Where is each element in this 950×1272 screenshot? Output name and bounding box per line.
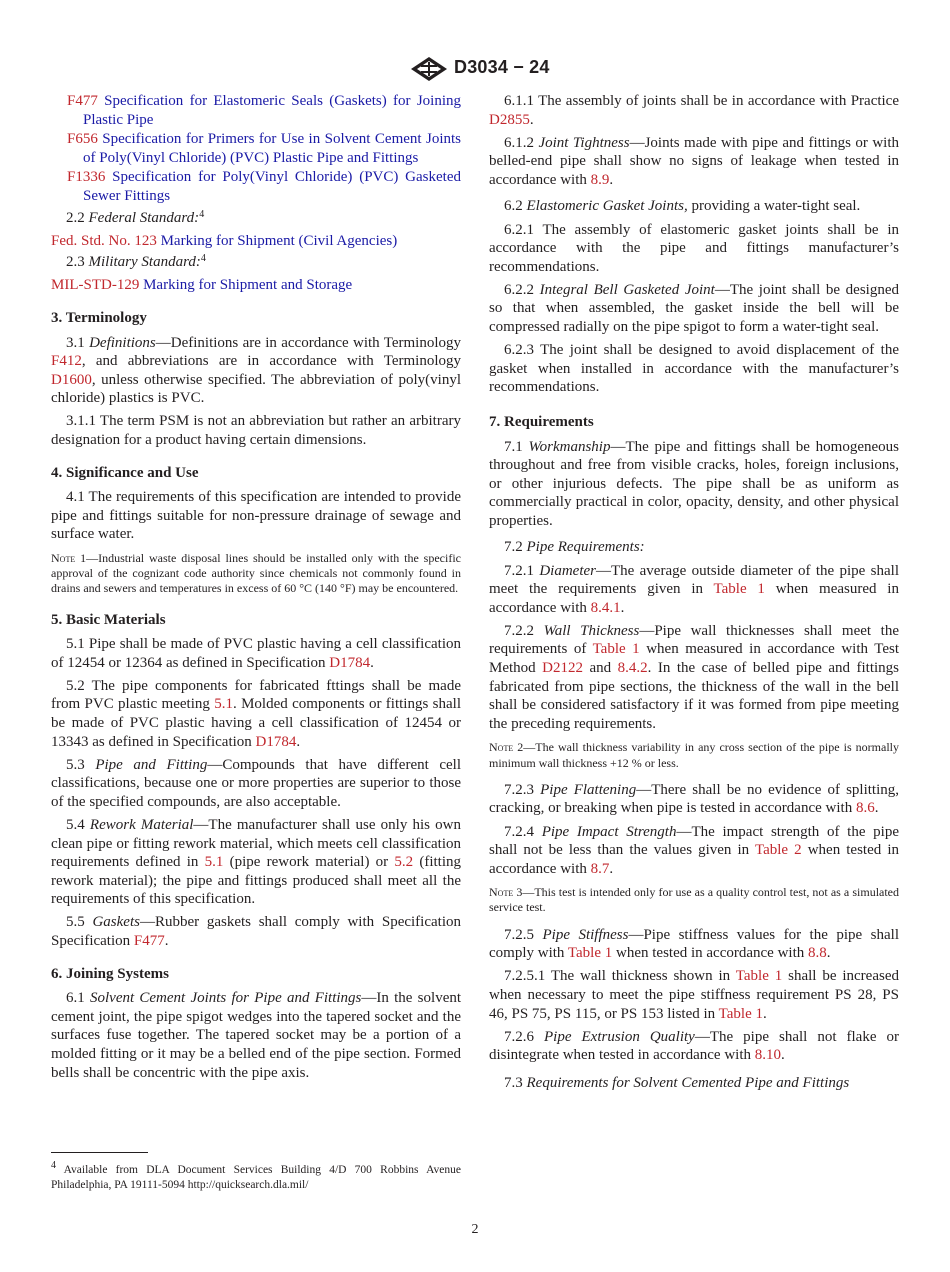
paragraph-number: 5.5 [66,914,85,931]
paragraph-6-1-start [51,989,461,1082]
paragraph-term: Pipe Impact Strength [541,823,677,840]
link-d1600[interactable]: D1600 [51,371,92,388]
paragraph-7-2-6 [489,1028,899,1065]
reference-title[interactable]: Marking for Shipment (Civil Agencies) [160,232,398,249]
paragraph-term: Integral Bell Gasketed Joint [539,281,715,298]
footnote-marker: 4 [51,1160,56,1171]
link-table-1[interactable]: Table 1 [718,1005,763,1022]
paragraph-7-1 [489,438,899,531]
page-header [0,56,950,84]
paragraph-term: Diameter [539,562,596,579]
reference-f477 [51,92,461,129]
paragraph-text: shall be increased when necessary to meet the pipe stiffness requirement PS 28, PS 46, PS 75, PS 115, or PS 153 listed in [489,968,899,1022]
note-number: 2 [513,740,524,755]
astm-logo-icon [409,56,449,82]
paragraph-text: . [296,733,301,750]
paragraph-number: 6.1 [66,990,85,1007]
paragraph-text: providing a water-tight seal. [687,198,861,215]
paragraph-text: —There shall be no evidence of splitting, cracking, or breaking when pipe is tested in accordance with [489,781,900,817]
link-f477[interactable]: F477 [133,933,165,950]
paragraph-3-1 [51,334,461,408]
note-number: 3 [513,885,523,900]
paragraph-text: —The impact strength of the pipe shall not be less than the values given in [489,823,899,859]
link-d2855[interactable]: D2855 [489,111,530,128]
subsection-2-2 [51,209,461,228]
note-number: 1 [75,550,87,565]
paragraph-6-2-3: 6.2.3 The joint shall be designed to avoid displacement of the gasket when installed in accordance with the manufacturer’s recommendations. [489,342,899,396]
paragraph-text: —The pipe and fittings shall be homogeneous throughout and free from visible cracks, holes, foreign inclusions, or other injurious defects. The pipe shall be as uniform as commercially practical in color, opacity, density, and other physical properties. [489,438,899,529]
reference-title[interactable]: Marking for Shipment and Storage [143,277,353,294]
link-d2122[interactable]: D2122 [542,660,583,677]
note-3 [489,885,899,915]
paragraph-6-1-1 [489,92,899,129]
paragraph-text: —Pipe wall thicknesses shall meet the requirements of [489,622,899,658]
section-heading-significance: 4. Significance and Use [51,464,199,481]
paragraph-text: 5.2 The pipe components for fabricated fttings shall be made from PVC plastic meeting [51,677,461,713]
paragraph-number: 3.1 [66,334,85,351]
paragraph-text: —Joints made with pipe and fittings or with belled-end pipe shall show no signs of leakage when tested in accordance with [489,134,899,188]
paragraph-number: 6.1.2 [504,134,534,151]
paragraph-term: Rework Material [89,817,194,834]
paragraph-text: . [370,654,374,671]
link-8-10[interactable]: 8.10 [754,1047,781,1064]
paragraph-text: . Molded components or fittings shall be made of PVC plastic having a cell classification of 12454 or 13343 as defined in Specification [51,696,461,750]
note-text: —Industrial waste disposal lines should be installed only with the specific approval of the cognizant code authority since chemicals not commonly found in drains and sewers and temperatures in excess of 60 °C (140 °F) may be encountered. [51,550,461,596]
paragraph-7-2-3 [489,781,899,818]
paragraph-text: —The joint shall be designed so that when assembled, the gasket inside the bell will be compressed radially on the pipe spigot to form a water-tight seal. [489,281,899,336]
paragraph-term: Gaskets [92,914,140,931]
section-heading-terminology: 3. Terminology [51,309,147,326]
link-table-1[interactable]: Table 1 [592,641,640,658]
note-1 [51,551,461,597]
paragraph-term: Pipe Flattening [540,781,637,798]
section-number: 2.2 [66,209,85,226]
reference-code[interactable]: F477 [67,93,98,109]
paragraph-text: —Definitions are in accordance with Terminology [155,334,461,351]
link-table-1[interactable]: Table 1 [735,968,783,985]
footnote-ref: 4 [200,253,206,265]
paragraph-term: Definitions [89,334,156,351]
paragraph-number: 5.4 [66,817,85,834]
paragraph-term: Pipe Requirements: [526,539,645,556]
reference-f1336 [51,168,461,205]
paragraph-text: . [826,945,831,962]
paragraph-text: , unless otherwise specified. The abbreviation of poly(vinyl chloride) plastics is PVC. [51,371,461,407]
right-column [489,92,899,1097]
paragraph-term: Workmanship [528,438,611,455]
paragraph-text: 5.1 Pipe shall be made of PVC plastic having a cell classification of 12454 or 12364 as defined in Specification [51,636,461,671]
paragraph-term: Requirements for Solvent Cemented Pipe and Fittings [526,1074,850,1091]
paragraph-7-3 [489,1074,899,1093]
paragraph-text: when tested in accordance with [489,842,899,877]
paragraph-text: —In the solvent cement joint, the pipe spigot wedges into the tapered socket and the surfaces fuse together. The tapered socket may be a portion of a molded fitting or it may be a belled end of the pipe section. Formed bells shall be concentric with the pipe axis. [51,990,462,1081]
paragraph-7-2-5-1 [489,967,899,1023]
paragraph-term: Joint Tightness [538,134,630,151]
link-f412[interactable]: F412 [51,353,82,370]
link-5-1[interactable]: 5.1 [214,696,233,713]
paragraph-7-2-2 [489,622,899,734]
paragraph-term: Pipe Extrusion Quality [544,1028,695,1045]
paragraph-text: . [780,1047,785,1064]
paragraph-6-2-1: 6.2.1 The assembly of elastomeric gasket joints shall be in accordance with the pipe and fittings manufacturer’s recommendations. [489,221,899,275]
left-column [51,92,461,1087]
paragraph-text: . [164,933,169,950]
paragraph-text: (fitting rework material); the pipe and fittings produced shall meet all the requirements of this specification. [51,854,462,908]
paragraph-7-2-1 [489,562,899,618]
paragraph-text: when measured in accordance with Test Method [489,641,900,677]
link-d1784[interactable]: D1784 [255,733,297,750]
section-title: Federal Standard: [88,209,200,226]
paragraph-number: 7.2.4 [504,823,534,840]
link-8-6[interactable]: 8.6 [855,800,875,817]
paragraph-text: —Pipe stiffness values for the pipe shall comply with [489,926,899,962]
paragraph-text: (pipe rework material) or [223,854,395,871]
section-heading-basic-materials: 5. Basic Materials [51,611,166,628]
link-8-4-1[interactable]: 8.4.1 [590,599,621,616]
paragraph-term: Wall Thickness [543,622,640,639]
paragraph-6-2 [489,197,899,216]
reference-mil-std-129 [51,276,461,295]
subsection-2-3 [51,253,461,272]
paragraph-5-5 [51,913,461,950]
paragraph-text: . In the case of belled pipe and fittings fabricated from pipe sections, the thickness of the wall in the bell shall be considered satisfactory if it was formed from pipe meeting the preceding requirements. [489,660,899,732]
reference-title[interactable]: Specification for Primers for Use in Solvent Cement Joints of Poly(Vinyl Chloride) (PVC) Plastic Pipe and Fittings [83,131,462,166]
paragraph-text: —The average outside diameter of the pipe shall meet the requirements given in [489,562,899,598]
section-title: Military Standard: [88,254,201,271]
link-5-1[interactable]: 5.1 [204,854,224,871]
paragraph-term: Elastomeric Gasket Joints, [526,198,688,215]
paragraph-term: Solvent Cement Joints for Pipe and Fittings [90,990,362,1007]
paragraph-text: 6.1.1 The assembly of joints shall be in accordance with Practice [504,93,899,109]
paragraph-text: . [529,111,534,128]
paragraph-text: —Compounds that have different cell classifications, because one or more properties are superior to those of the specified compounds, are also acceptable. [51,756,462,810]
paragraph-text: . [609,171,614,188]
paragraph-number: 6.2.2 [504,281,534,298]
paragraph-number: 7.2.3 [504,781,534,798]
paragraph-number: 7.2.1 [504,562,534,579]
note-2 [489,740,899,770]
paragraph-7-2-5 [489,926,899,963]
footnote-ref: 4 [199,208,205,220]
note-label: Note [489,740,514,755]
paragraph-6-1-2 [489,134,899,190]
section-heading-requirements: 7. Requirements [489,413,594,430]
link-8-7[interactable]: 8.7 [590,860,610,877]
paragraph-number: 7.2.2 [504,622,534,639]
paragraph-6-2-2 [489,281,899,337]
reference-code[interactable]: MIL-STD-129 [51,277,140,294]
paragraph-5-2 [51,677,461,751]
paragraph-text: when tested in accordance with [612,945,809,962]
paragraph-text: —The pipe shall not flake or disintegrate when tested in accordance with [489,1028,899,1064]
page-number: 2 [471,1222,479,1237]
link-5-2[interactable]: 5.2 [394,854,414,871]
section-heading-joining-systems: 6. Joining Systems [51,965,169,982]
paragraph-7-2 [489,538,899,557]
paragraph-text: . [763,1005,767,1022]
link-8-8[interactable]: 8.8 [808,945,827,962]
note-label: Note [489,885,514,900]
paragraph-5-4 [51,816,461,909]
note-label: Note [51,550,76,565]
reference-f656 [51,130,461,167]
document-id: D3034 − 24 [454,57,550,77]
link-d1784[interactable]: D1784 [329,654,371,671]
paragraph-text: when measured in accordance with [489,581,899,616]
link-table-1[interactable]: Table 1 [567,945,613,962]
paragraph-text: —The manufacturer shall use only his own clean pipe or fitting rework material, which meets cell classification requirements defined in [51,817,461,871]
paragraph-text: . [609,860,614,877]
paragraph-number: 7.2.5 [504,926,534,943]
link-8-9[interactable]: 8.9 [590,171,610,188]
paragraph-text: . [874,800,879,817]
reference-code[interactable]: F1336 [67,169,106,186]
paragraph-text: —Rubber gaskets shall comply with Specification Specification [51,914,461,950]
link-table-1[interactable]: Table 1 [713,581,765,598]
footnote-text: Available from DLA Document Services Building 4/D 700 Robbins Avenue Philadelphia, PA 19111-5094 http://quicksearch.dla.mil/ [51,1164,461,1191]
footnote-4 [51,1160,461,1193]
footnote-divider [51,1152,148,1153]
paragraph-3-1-1: 3.1.1 The term PSM is not an abbreviation but rather an arbitrary designation for a product having certain dimensions. [51,413,461,448]
paragraph-5-1 [51,635,461,672]
reference-fed-std-123 [51,232,461,251]
note-text: —This test is intended only for use as a quality control test, not as a simulated service test. [489,885,900,915]
paragraph-number: 7.3 [504,1074,523,1091]
paragraph-5-3 [51,756,461,812]
paragraph-number: 7.1 [504,438,523,455]
paragraph-4-1: 4.1 The requirements of this specification are intended to provide pipe and fittings suitable for non-pressure drainage of sewage and surface water. [51,489,461,543]
link-8-4-2[interactable]: 8.4.2 [617,660,648,677]
paragraph-text: . [620,599,625,616]
note-text: —The wall thickness variability in any cross section of the pipe is normally minimum wall thickness +12 % or less. [489,740,899,770]
reference-title[interactable]: Specification for Poly(Vinyl Chloride) (PVC) Gasketed Sewer Fittings [83,169,461,204]
paragraph-term: Pipe Stiffness [542,926,629,943]
reference-code[interactable]: Fed. Std. No. 123 [51,232,157,249]
link-table-2[interactable]: Table 2 [754,842,802,859]
paragraph-number: 7.2.6 [504,1028,534,1045]
paragraph-number: 6.2 [504,198,523,215]
paragraph-text: 7.2.5.1 The wall thickness shown in [504,968,736,985]
paragraph-term: Pipe and Fitting [95,756,208,773]
paragraph-text: and [583,660,618,677]
paragraph-number: 5.3 [66,756,85,773]
reference-code[interactable]: F656 [67,131,98,148]
section-number: 2.3 [66,254,85,271]
paragraph-text: , and abbreviations are in accordance with Terminology [81,353,461,370]
paragraph-7-2-4 [489,823,899,879]
paragraph-number: 7.2 [504,539,523,556]
reference-title[interactable]: Specification for Elastomeric Seals (Gaskets) for Joining Plastic Pipe [83,93,461,128]
